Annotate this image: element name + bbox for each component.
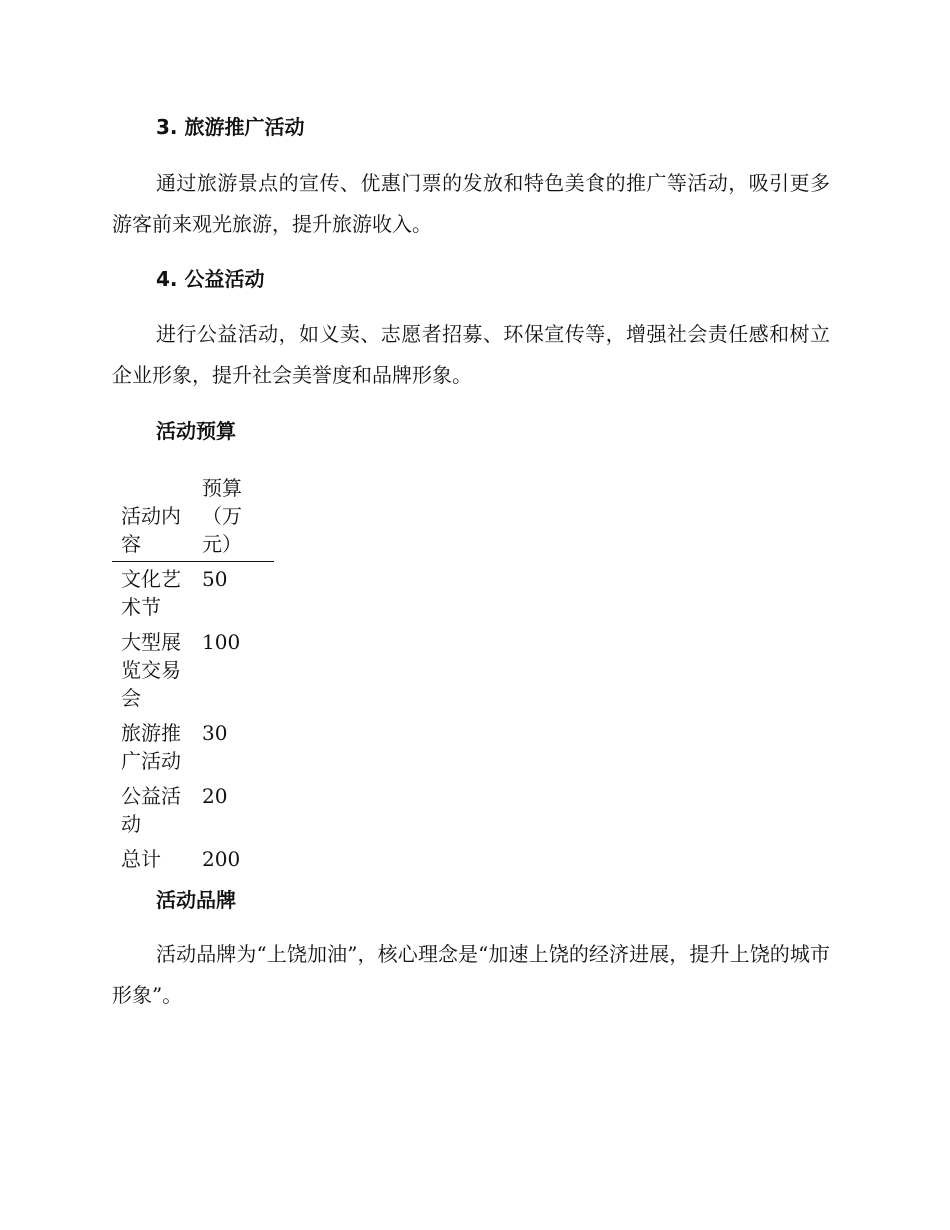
cell-activity: 总计 <box>121 847 161 871</box>
budget-table-header-row <box>112 472 274 562</box>
cell-budget: 100 <box>202 630 241 654</box>
cell-budget: 20 <box>202 784 228 808</box>
table-row <box>112 716 274 779</box>
cell-budget: 50 <box>202 567 228 591</box>
section-heading-budget: 活动预算 <box>156 419 236 443</box>
table-row <box>112 779 274 842</box>
paragraph-tourism: 通过旅游景点的宣传、优惠门票的发放和特色美食的推广等活动，吸引更多游客前来观光旅游，提升旅游收入。 <box>112 171 830 236</box>
cell-activity: 大型展览交易会 <box>121 630 181 710</box>
table-row <box>112 562 274 626</box>
table-row <box>112 625 274 716</box>
cell-budget: 200 <box>202 847 241 871</box>
section-heading-charity: 4. 公益活动 <box>156 267 265 291</box>
cell-activity: 公益活动 <box>121 784 181 836</box>
paragraph-charity: 进行公益活动，如义卖、志愿者招募、环保宣传等，增强社会责任感和树立企业形象，提升社会美誉度和品牌形象。 <box>112 322 830 387</box>
budget-table <box>112 472 274 877</box>
header-activity: 活动内容 <box>112 472 193 562</box>
section-heading-tourism: 3. 旅游推广活动 <box>156 115 305 139</box>
cell-activity: 文化艺术节 <box>121 567 181 619</box>
paragraph-brand: 活动品牌为“上饶加油”，核心理念是“加速上饶的经济进展，提升上饶的城市形象”。 <box>112 942 830 1007</box>
cell-activity: 旅游推广活动 <box>121 721 181 773</box>
table-row-total <box>112 842 274 877</box>
cell-budget: 30 <box>202 721 228 745</box>
section-heading-brand: 活动品牌 <box>156 888 236 912</box>
header-budget: 预算（万元） <box>193 472 274 562</box>
